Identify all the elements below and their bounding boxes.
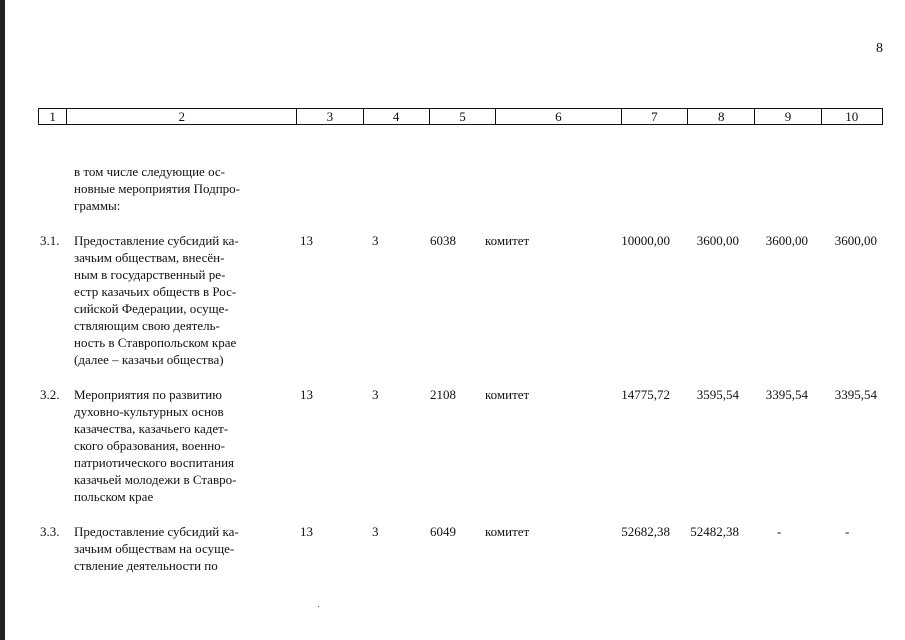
scan-speck [318,606,319,607]
row-col-8: 3600,00 [696,233,739,248]
row-number: 3.2. [40,387,60,402]
row-col-6: комитет [485,387,530,402]
row-col-9: 3600,00 [765,233,808,248]
row-col-6: комитет [485,524,530,539]
header-col-2: 2 [67,109,297,124]
row-col-9: - [777,524,782,539]
row-description: Предоставление субсидий ка- зачьим обществам, внесён- ным в государственный ре- естр казачьих обществ в Рос- сийской Федерации, осуще- ствляющим свою деятель- ность в Ставропольском крае (далее – казачьи общества) [74,233,239,367]
header-col-10: 10 [845,109,859,124]
header-col-6: 6 [496,109,622,124]
row-col-4: 3 [372,387,379,402]
row-col-7: 14775,72 [621,387,670,402]
row-col-7: 52682,38 [621,524,670,539]
header-col-3: 3 [297,109,363,124]
row-col-9: 3395,54 [765,387,808,402]
row-description: Мероприятия по развитию духовно-культурных основ казачества, казачьего кадет- ского образования, военно- патриотического воспитания казачьей молодежи в Ставро- польском крае [74,387,237,504]
row-number: 3.1. [40,233,60,248]
row-col-4: 3 [372,524,379,539]
page-number: 8 [876,41,883,56]
row-description: Предоставление субсидий ка- зачьим обществам на осуще- ствление деятельности по [74,524,239,573]
row-col-8: 52482,38 [690,524,739,539]
header-col-8: 8 [688,109,755,124]
row-col-10: - [845,524,850,539]
page-left-edge [0,0,5,640]
row-col-4: 3 [372,233,379,248]
row-col-3: 13 [300,233,313,248]
header-col-7: 7 [622,109,688,124]
row-col-7: 10000,00 [621,233,670,248]
row-col-10: 3600,00 [834,233,877,248]
table-header-row [38,108,883,125]
row-col-3: 13 [300,387,313,402]
row-col-6: комитет [485,233,530,248]
row-col-5: 6038 [430,233,456,248]
header-col-9: 9 [755,109,821,124]
row-number: 3.3. [40,524,60,539]
header-col-1: 1 [39,109,67,124]
header-col-5: 5 [430,109,496,124]
header-col-4: 4 [364,109,430,124]
row-col-3: 13 [300,524,313,539]
row-col-10: 3395,54 [834,387,877,402]
row-col-5: 2108 [430,387,456,402]
row-col-8: 3595,54 [696,387,739,402]
row-col-5: 6049 [430,524,456,539]
intro-text: в том числе следующие ос- новные мероприятия Подпро- граммы: [74,164,240,213]
